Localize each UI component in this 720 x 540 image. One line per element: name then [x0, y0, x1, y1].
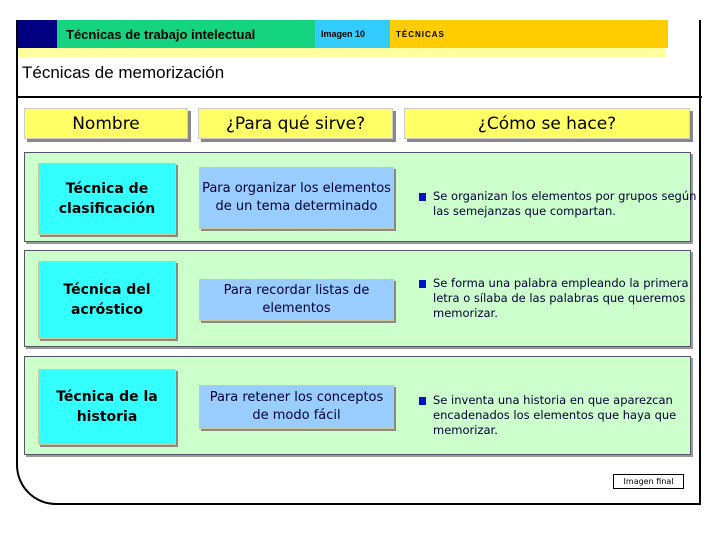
technique-how: [419, 276, 698, 321]
table-row: [24, 152, 697, 242]
technique-purpose: Para organizar los elementos de un tema determinado: [199, 167, 394, 229]
header-section: TÉCNICAS: [390, 20, 668, 48]
technique-how: [419, 393, 698, 438]
header-image-label: Imagen 10: [315, 20, 390, 48]
column-header-how: ¿Cómo se hace?: [404, 108, 690, 139]
technique-name: Técnica de la historia: [38, 369, 176, 445]
technique-name: Técnica de clasificación: [38, 163, 176, 235]
bullet-icon: [419, 193, 426, 201]
table-row: [24, 356, 691, 455]
column-header-purpose: ¿Para qué sirve?: [198, 108, 393, 139]
how-text: Se forma una palabra empleando la primera letra o sílaba de las palabras que queremos memorizar.: [433, 276, 689, 320]
table-row: [24, 250, 691, 347]
header-title: Técnicas de trabajo intelectual: [57, 20, 315, 48]
final-image-button[interactable]: Imagen final: [613, 474, 684, 489]
column-header-name: Nombre: [24, 108, 188, 139]
technique-purpose: Para retener los conceptos de modo fácil: [199, 385, 394, 429]
header-navy-block: [18, 20, 57, 48]
how-text: Se inventa una historia en que aparezcan encadenados los elementos que haya que memorizar.: [433, 393, 677, 437]
header-strip: [18, 48, 665, 58]
bullet-icon: [419, 397, 426, 405]
technique-purpose: Para recordar listas de elementos: [199, 279, 394, 321]
page-title: Técnicas de memorización: [22, 63, 225, 82]
bullet-icon: [419, 280, 426, 288]
technique-how: [419, 189, 698, 219]
divider: [16, 96, 702, 98]
how-text: Se organizan los elementos por grupos según las semejanzas que compartan.: [433, 189, 697, 218]
technique-name: Técnica del acróstico: [38, 261, 176, 339]
